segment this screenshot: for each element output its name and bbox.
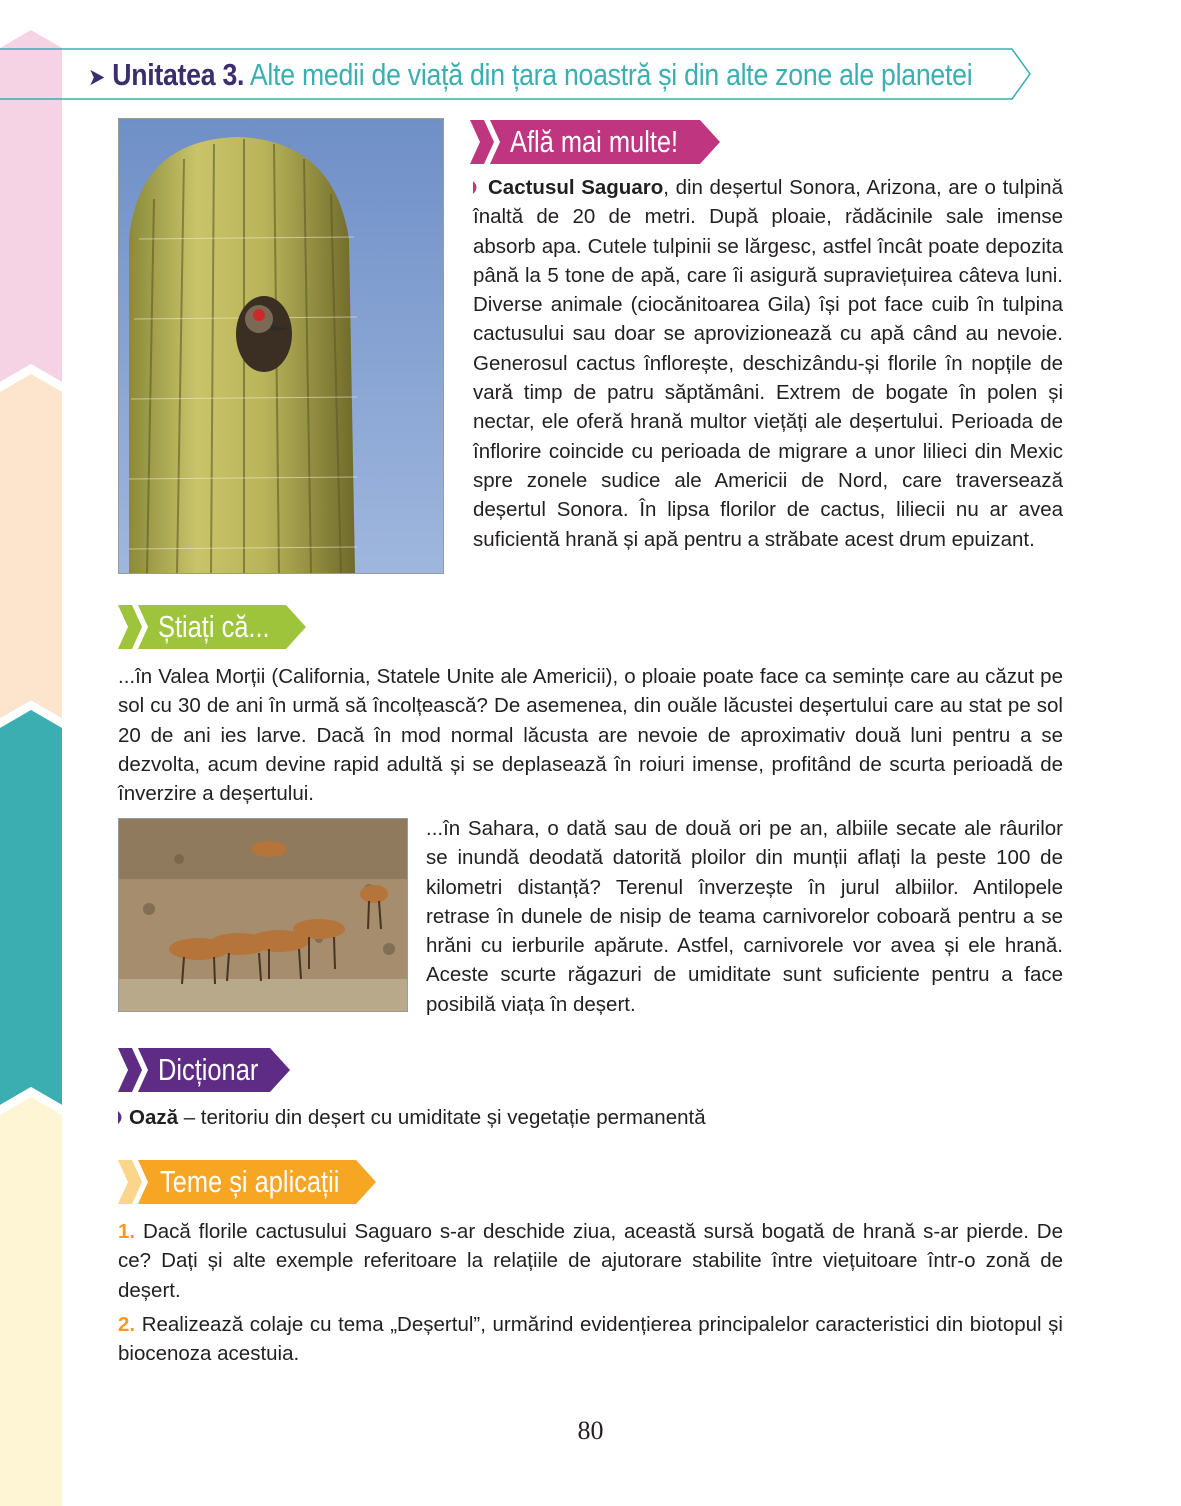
stiati-paragraph-2: ...în Sahara, o dată sau de două ori pe an, albiile secate ale râurilor se inundă deodată datorită ploilor din munții aflați la peste 100 de kilometri distanță? Terenul înverzește în jurul albiilor. Antilopele retrase în dunele de nisip de teama carnivorelor coboară pentru a se hrăni cu ierburile apărute. Astfel, carnivorele vor avea și ele hrană. Aceste scurte răgazuri de umiditate sunt suficiente pentru a face posibilă viața în deșert. <box>426 817 1063 1016</box>
arrow-icon: ➤ <box>88 64 106 91</box>
page-number: 80 <box>577 1416 604 1445</box>
section-tag-stiati <box>118 605 308 649</box>
stiati-paragraph-1: ...în Valea Morții (California, Statele Unite ale Americii), o ploaie poate face ca semințe care au căzut pe sol cu 30 de ani în urmă să încolțească? De asemenea, din ouăle lăcustei deșertului care au stat pe sol 20 de ani ies larve. Dacă în mod normal lăcusta are nevoie de aproximativ două luni pentru a se dezvolta, acum devine rapid adultă și se deplasează în roiuri imense, profitând de scurta perioadă de înverzire a deșertului. <box>118 665 1063 806</box>
dictionar-definition: – teritoriu din deșert cu umiditate și vegetație permanentă <box>178 1106 706 1129</box>
teme-item-2 <box>118 1310 1063 1369</box>
antelopes-photo <box>118 818 408 1012</box>
teme-item-1 <box>118 1217 1063 1305</box>
side-decoration-band <box>0 0 62 1506</box>
stiati-tag-label: Știați că... <box>158 609 270 644</box>
section-tag-teme <box>118 1160 378 1204</box>
afla-text: , din deșertul Sonora, Arizona, are o tulpină înaltă de 20 de metri. După ploaie, rădăcinile sale imense absorb apa. Cutele tulpinii se lărgesc, astfel încât poate depozita până la 5 tone de apă, care îi asigură supraviețuirea câteva luni. Diverse animale (ciocănitoarea Gila) își pot face cuib în tulpina cactusului sau doar se aprovizionează cu apă când au nevoie. Generosul cactus înflorește, deschizându-și florile în nopțile de vară timp de patru săptămâni. Extrem de bogate în polen și nectar, ele oferă hrană multor viețăți ale deșertului. Perioada de înflorire coincide cu perioada de migrare a unor lilieci din Mexic spre zonele sudice ale Americii de Nord, care traversează deșertul Sonora. În lipsa florilor de cactus, liliecii nu ar avea suficientă hrană și apă pentru a străbate acest drum epuizant. <box>473 176 1063 551</box>
saguaro-cactus-photo <box>118 118 444 574</box>
saguaro-term: Cactusul Saguaro <box>488 176 664 199</box>
bullet-icon <box>473 181 480 194</box>
unit-title: Alte medii de viață din țara noastră și din alte zone ale planetei <box>249 57 973 92</box>
afla-tag-label: Află mai multe! <box>510 124 679 159</box>
teme-item-1-text: Dacă florile cactusului Saguaro s-ar deschide ziua, această sursă bogată de hrană s-ar pierde. De ce? Dați și alte exemple referitoare la relațiile de ajutorare stabilite între viețuitoare într-o zonă de deșert. <box>118 1220 1063 1302</box>
dictionar-term: Oază <box>129 1106 178 1129</box>
section-tag-dictionar <box>118 1048 292 1092</box>
unit-header <box>88 52 972 98</box>
dictionar-tag-label: Dicționar <box>158 1052 259 1087</box>
bullet-icon <box>118 1111 125 1124</box>
teme-tag-label: Teme și aplicații <box>160 1164 340 1199</box>
afla-paragraph <box>473 173 1063 554</box>
dictionar-entry <box>118 1103 1063 1132</box>
teme-item-1-number: 1. <box>118 1220 136 1243</box>
teme-item-2-number: 2. <box>118 1313 136 1336</box>
teme-item-2-text: Realizează colaje cu tema „Deșertul”, urmărind evidențierea principalelor caracteristici din biotopul și biocenoza acestuia. <box>118 1313 1063 1366</box>
section-tag-afla <box>470 120 722 164</box>
unit-label: Unitatea 3. <box>112 57 245 92</box>
